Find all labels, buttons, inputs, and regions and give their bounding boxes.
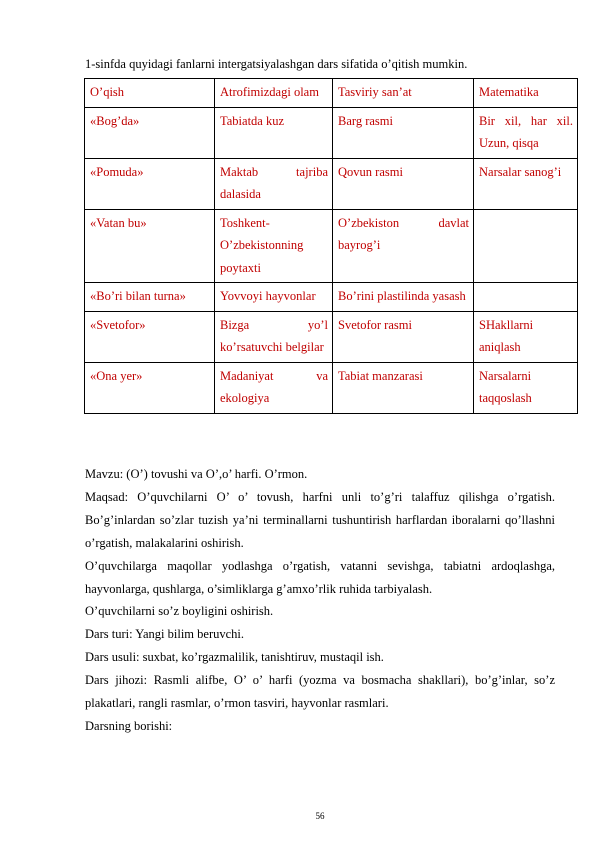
table-cell: «Bo’ri bilan turna» <box>85 283 215 312</box>
table-row <box>85 107 578 158</box>
table-cell: Tabiatda kuz <box>215 107 333 158</box>
table-row <box>85 158 578 209</box>
table-cell: Bir xil, har xil. Uzun, qisqa <box>474 107 578 158</box>
vocabulary-paragraph: O’quvchilarni so’z boyligini oshirish. <box>85 604 274 619</box>
table-cell: O’qish <box>85 79 215 108</box>
page-number: 56 <box>315 811 325 821</box>
table-cell: Madaniyat va ekologiya <box>215 362 333 413</box>
table-row <box>85 311 578 362</box>
table-row <box>85 362 578 413</box>
table-cell: SHakllarni aniqlash <box>474 311 578 362</box>
equipment-paragraph: Dars jihozi: Rasmli alifbe, O’ o’ harfi (yozma va bosmacha shakllari), bo’g’inlar, so’z plakatlari, rangli rasmlar, o’rmon tasviri, hayvonlar rasmlari. <box>85 673 555 711</box>
table-cell: Tasviriy san’at <box>333 79 474 108</box>
subjects-table <box>84 78 578 414</box>
table-cell: Svetofor rasmi <box>333 311 474 362</box>
table-cell: Qovun rasmi <box>333 158 474 209</box>
table-cell: «Svetofor» <box>85 311 215 362</box>
table-cell: Bo’rini plastilinda yasash <box>333 283 474 312</box>
upbringing-paragraph: O’quvchilarga maqollar yodlashga o’rgatish, vatanni sevishga, tabiatni ardoqlashga, hayvonlarga, qushlarga, o’simliklarga g’amxo’rlik ruhida tarbiyalash. <box>85 558 555 596</box>
lesson-type-paragraph: Dars turi: Yangi bilim beruvchi. <box>85 627 245 642</box>
table-cell: O’zbekiston davlat bayrog’i <box>333 209 474 283</box>
table-cell: Yovvoyi hayvonlar <box>215 283 333 312</box>
lesson-plan-text <box>85 463 555 738</box>
table-cell: Tabiat manzarasi <box>333 362 474 413</box>
table-cell: «Ona yer» <box>85 362 215 413</box>
table-cell: Atrofimizdagi olam <box>215 79 333 108</box>
table-cell: Narsalarni taqqoslash <box>474 362 578 413</box>
table-cell: «Vatan bu» <box>85 209 215 283</box>
topic-paragraph: Mavzu: (O’) tovushi va O’,o’ harfi. O’rmon. <box>85 467 308 481</box>
table-cell: Toshkent-O’zbekistonning poytaxti <box>215 209 333 283</box>
table-cell: «Pomuda» <box>85 158 215 209</box>
intro-line: 1-sinfda quyidagi fanlarni intergatsiyalashgan dars sifatida o’qitish mumkin. <box>85 57 468 71</box>
table-cell <box>474 209 578 283</box>
lesson-method-paragraph: Dars usuli: suxbat, ko’rgazmalilik, tanishtiruv, mustaqil ish. <box>85 650 384 665</box>
table-row <box>85 209 578 283</box>
table-cell: Narsalar sanog’i <box>474 158 578 209</box>
table-row <box>85 79 578 108</box>
table-row <box>85 283 578 312</box>
table-cell: Maktab tajriba dalasida <box>215 158 333 209</box>
table-cell: Barg rasmi <box>333 107 474 158</box>
table-cell <box>474 283 578 312</box>
table-cell: Matematika <box>474 79 578 108</box>
table-cell: «Bog’da» <box>85 107 215 158</box>
goal-paragraph: Maqsad: O’quvchilarni O’ o’ tovush, harfni unli to’g’ri talaffuz qilishga o’rgatish. Bo’g’inlardan so’zlar tuzish ya’ni terminallarni tushuntirish harflardan iboralarni qo’llashni o’rgatish, malakalarini oshirish. <box>85 489 555 550</box>
table-cell: Bizga yo’l ko’rsatuvchi belgilar <box>215 311 333 362</box>
lesson-progress-heading: Darsning borishi: <box>85 718 173 733</box>
